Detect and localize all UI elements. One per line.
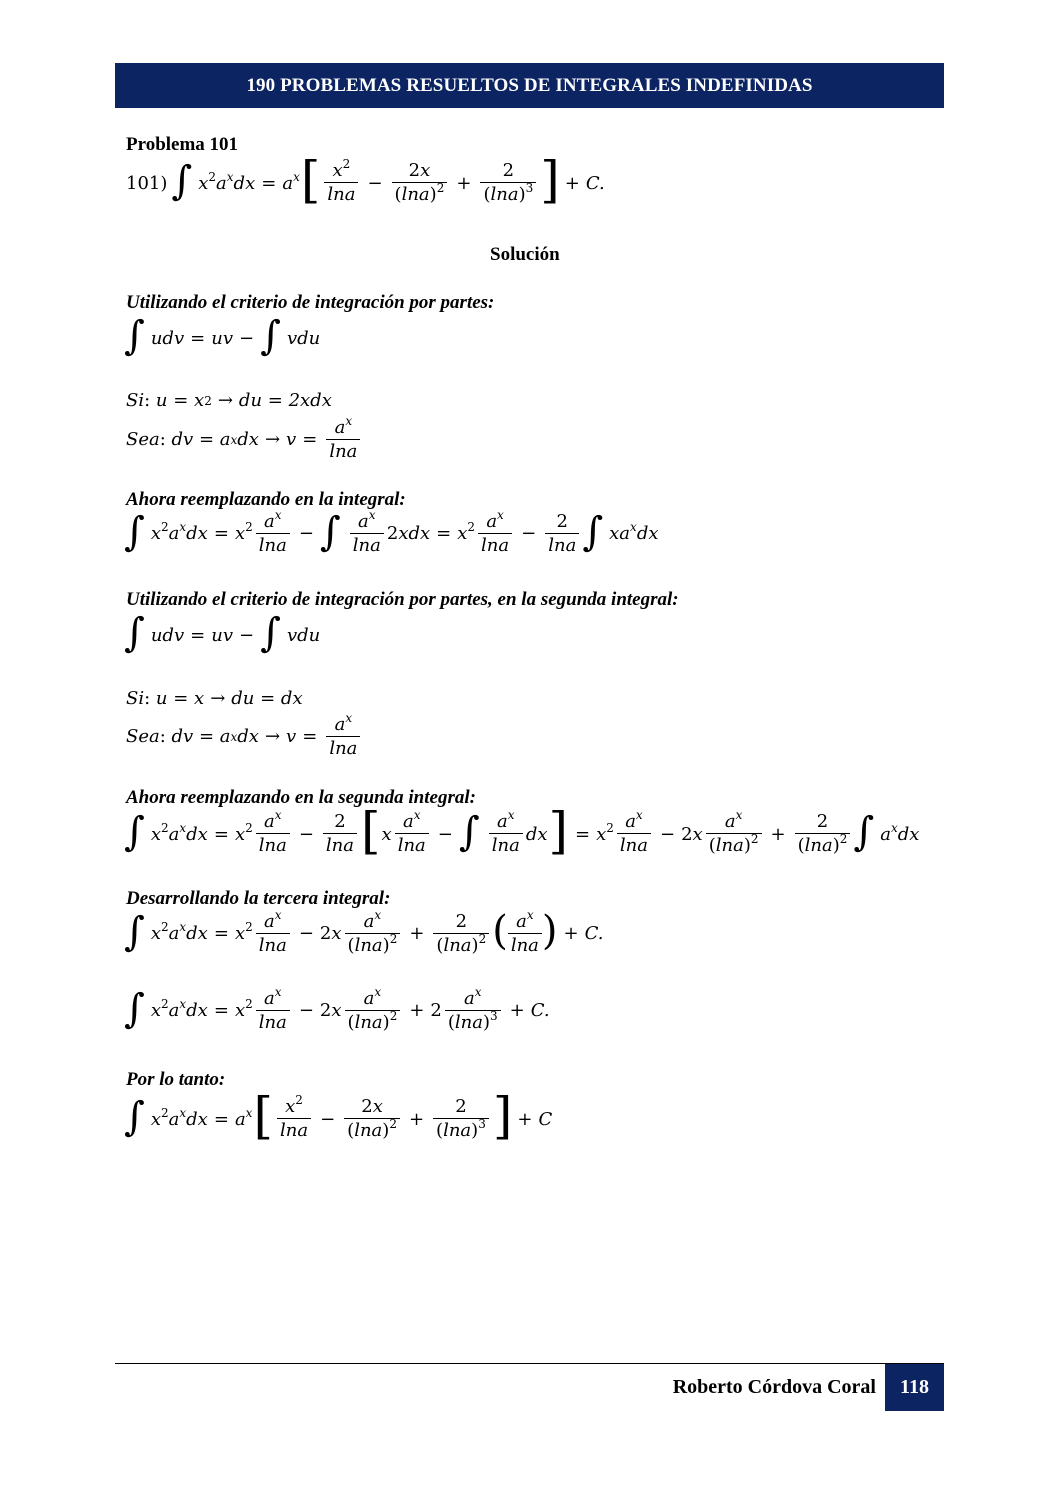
du-def-1: du = 2xdx <box>238 390 332 411</box>
substitution-dv-1: Sea : dv = a x dx → v = $\frac{a^x}{\ln a}$ <box>126 418 363 462</box>
u-def-1: u = x <box>155 390 205 411</box>
label-third-integral: Desarrollando la tercera integral: <box>126 888 391 909</box>
dv-def-2: dv = a <box>171 726 231 748</box>
si-label: Si <box>126 390 145 411</box>
dv-def-1: dv = a <box>171 429 231 451</box>
replacement-equation-2: ∫ $x^2a^xdx$ = $x^2$ $\frac{a^x}{\ln a}$ − $\frac{2}{\ln a}$ [ x $\frac{a^x}{\ln a}$ − ∫ $\frac{a^x}{\ln a}$ dx ] = $x^2$ $\frac{a^x}{\ln a}$ − 2x $\frac{a^x}{(\ln a)^2}$ + $\frac{2}{(\ln a)^2}$ ∫ $a^xdx$ <box>124 802 920 860</box>
du-def-2: du = dx <box>231 688 303 709</box>
replacement-equation-1: ∫ $x^2a^xdx$ = $x^2$ $\frac{a^x}{\ln a}$ − ∫ $\frac{a^x}{\ln a}$ 2xdx = $x^2$ $\frac{a^x}{\ln a}$ − $\frac{2}{\ln a}$ ∫ $xa^xdx$ <box>124 508 659 556</box>
page-number: 118 <box>885 1364 944 1411</box>
third-integral-equation-1: ∫ $x^2a^xdx$ = $x^2$ $\frac{a^x}{\ln a}$ − 2x $\frac{a^x}{(\ln a)^2}$ + $\frac{2}{(\ln a)^2}$ ( $\frac{a^x}{\ln a}$ ) + C. <box>124 907 604 956</box>
sea-label-2: Sea <box>126 726 160 748</box>
label-parts-rule: Utilizando el criterio de integración por partes: <box>126 292 495 313</box>
label-parts-rule-2: Utilizando el criterio de integración por partes, en la segunda integral: <box>126 589 679 610</box>
sea-label: Sea <box>126 429 160 451</box>
label-replace-2: Ahora reemplazando en la segunda integral: <box>126 787 476 808</box>
footer-author: Roberto Córdova Coral <box>672 1376 876 1398</box>
substitution-dv-2: Sea : dv = a x dx → v = $\frac{a^x}{\ln a}$ <box>126 715 363 759</box>
plus-c-dot-1: C. <box>584 923 604 945</box>
substitution-u-2: Si : u = x → du = dx <box>126 688 303 709</box>
label-therefore: Por lo tanto: <box>126 1069 226 1090</box>
substitution-u-1: Si : u = x 2 → du = 2xdx <box>126 390 332 411</box>
si-label-2: Si <box>126 688 145 709</box>
problem-statement-equation: 101) ∫ $x^2a^xdx$ = $a^x$ [ $\frac{x^2}{\ln a}$ − $\frac{2x}{(\ln a)^2}$ + $\frac{2}{(\ln a)^3}$ ] + C. <box>126 151 605 209</box>
third-integral-equation-2: ∫ $x^2a^xdx$ = $x^2$ $\frac{a^x}{\ln a}$ − 2x $\frac{a^x}{(\ln a)^2}$ + 2 $\frac{a^x}{(\ln a)^3}$ + C. <box>124 985 550 1033</box>
final-result-equation: ∫ $x^2a^xdx$ = $a^x$ [ $\frac{x^2}{\ln a}$ − $\frac{2x}{(\ln a)^2}$ + $\frac{2}{(\ln a)^3}$ ] + C <box>124 1087 553 1145</box>
problem-number: 101) <box>126 172 168 194</box>
parts-formula-1: ∫ udv = uv − ∫ vdu <box>124 313 321 359</box>
page-header-title: 190 PROBLEMAS RESUELTOS DE INTEGRALES INDEFINIDAS <box>115 63 944 108</box>
u-def-2: u = x <box>155 688 205 709</box>
footer-divider <box>115 1363 944 1364</box>
parts-formula-2: ∫ udv = uv − ∫ vdu <box>124 610 321 656</box>
label-replace-1: Ahora reemplazando en la integral: <box>126 489 406 510</box>
problem-heading: Problema 101 <box>126 134 239 155</box>
solution-heading: Solución <box>490 244 560 265</box>
